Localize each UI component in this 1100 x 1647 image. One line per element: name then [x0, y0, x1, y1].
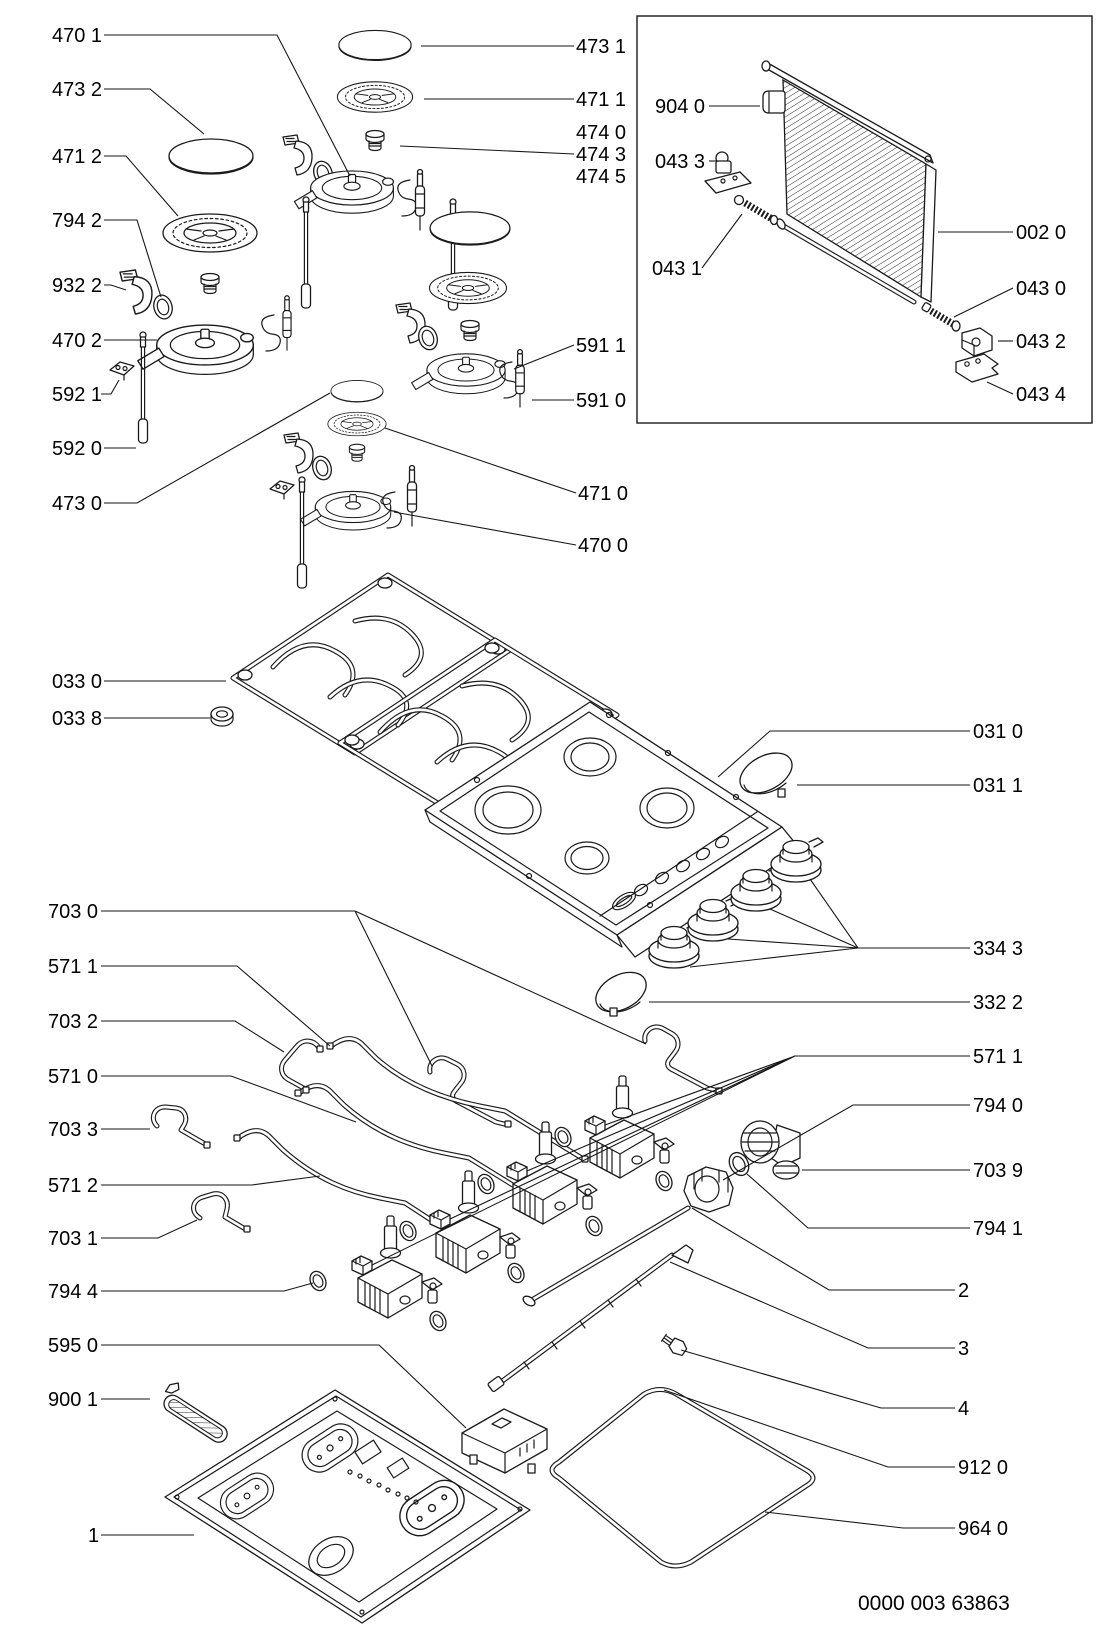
callout-033-8: 033 8: [52, 708, 103, 730]
callout-900-1: 900 1: [48, 1389, 99, 1411]
callout-033-0: 033 0: [52, 671, 103, 693]
callout-470-2: 470 2: [52, 330, 103, 352]
callout-703-1: 703 1: [48, 1228, 99, 1250]
elbow-fitting-703-9: [741, 1121, 800, 1179]
callout-595-0: 595 0: [48, 1335, 99, 1357]
burner-assembly-bottom: [270, 380, 417, 588]
callout-703-2: 703 2: [48, 1011, 99, 1033]
callout-473-2: 473 2: [52, 79, 103, 101]
callout-591-0: 591 0: [576, 390, 627, 412]
callout-334-3: 334 3: [973, 938, 1024, 960]
callout-043-4: 043 4: [1016, 384, 1067, 406]
callout-703-9: 703 9: [973, 1160, 1024, 1182]
callout-571-1-left: 571 1: [48, 956, 99, 978]
grate-grommet: [211, 707, 233, 726]
callout-043-0: 043 0: [1016, 278, 1067, 300]
callout-470-1: 470 1: [52, 25, 103, 47]
bracket-043-4: [956, 354, 998, 382]
screw-4: [660, 1331, 689, 1358]
callout-932-2: 932 2: [52, 275, 103, 297]
callout-002-0: 002 0: [1016, 222, 1067, 244]
union-nut-794-0: [684, 1167, 733, 1212]
grate-left: [233, 575, 510, 753]
callout-2: 2: [958, 1280, 970, 1302]
callout-043-2: 043 2: [1016, 331, 1067, 353]
callout-794-0: 794 0: [973, 1095, 1024, 1117]
callout-332-2: 332 2: [973, 992, 1024, 1014]
callout-571-1-right: 571 1: [973, 1046, 1024, 1068]
oval-cover-031-1: [733, 745, 798, 801]
callout-591-1: 591 1: [576, 335, 627, 357]
bracket-043-3: [705, 152, 751, 193]
callout-474-0: 474 0: [576, 122, 627, 144]
callout-1: 1: [88, 1525, 100, 1547]
callout-031-0: 031 0: [973, 721, 1024, 743]
callout-474-3: 474 3: [576, 144, 627, 166]
callout-703-3: 703 3: [48, 1119, 99, 1141]
callout-471-0: 471 0: [578, 483, 629, 505]
cooktop-panel: [425, 702, 800, 957]
callout-571-0: 571 0: [48, 1066, 99, 1088]
callout-471-1: 471 1: [576, 89, 627, 111]
callout-794-1: 794 1: [973, 1218, 1024, 1240]
burner-assembly-top: [283, 30, 458, 310]
burner-assembly-midright: [396, 212, 524, 407]
callout-3: 3: [958, 1338, 970, 1360]
callout-592-0: 592 0: [52, 438, 103, 460]
callout-043-1: 043 1: [652, 258, 703, 280]
callout-473-0: 473 0: [52, 493, 103, 515]
callout-474-5: 474 5: [576, 166, 627, 188]
callout-043-3: 043 3: [655, 151, 706, 173]
callout-794-4: 794 4: [48, 1281, 99, 1303]
inset-box: [637, 16, 1092, 423]
callout-4: 4: [958, 1398, 970, 1420]
corner-cap-904: [763, 91, 785, 113]
callout-471-2: 471 2: [52, 146, 103, 168]
callout-794-2: 794 2: [52, 210, 103, 232]
callout-592-1: 592 1: [52, 384, 103, 406]
callout-473-1: 473 1: [576, 36, 627, 58]
document-code: 0000 003 63863: [858, 1592, 1010, 1615]
roller-grid-panel: [762, 61, 936, 302]
callout-964-0: 964 0: [958, 1518, 1009, 1540]
supply-tube: [521, 1208, 688, 1308]
callout-470-0: 470 0: [578, 535, 629, 557]
spring-043-1: [735, 196, 778, 225]
callout-904-0: 904 0: [655, 96, 706, 118]
spark-module-595-0: [462, 1409, 547, 1473]
burner-assembly-left: [110, 139, 291, 443]
vent-grill-900-1: [157, 1380, 237, 1446]
callout-912-0: 912 0: [958, 1457, 1009, 1479]
end-cap-043-2: [962, 328, 992, 356]
callout-031-1: 031 1: [973, 775, 1024, 797]
callout-571-2: 571 2: [48, 1175, 99, 1197]
oval-cover-332-2: [589, 964, 653, 1019]
callout-703-0: 703 0: [48, 901, 99, 923]
seal-gasket: [552, 1390, 813, 1567]
